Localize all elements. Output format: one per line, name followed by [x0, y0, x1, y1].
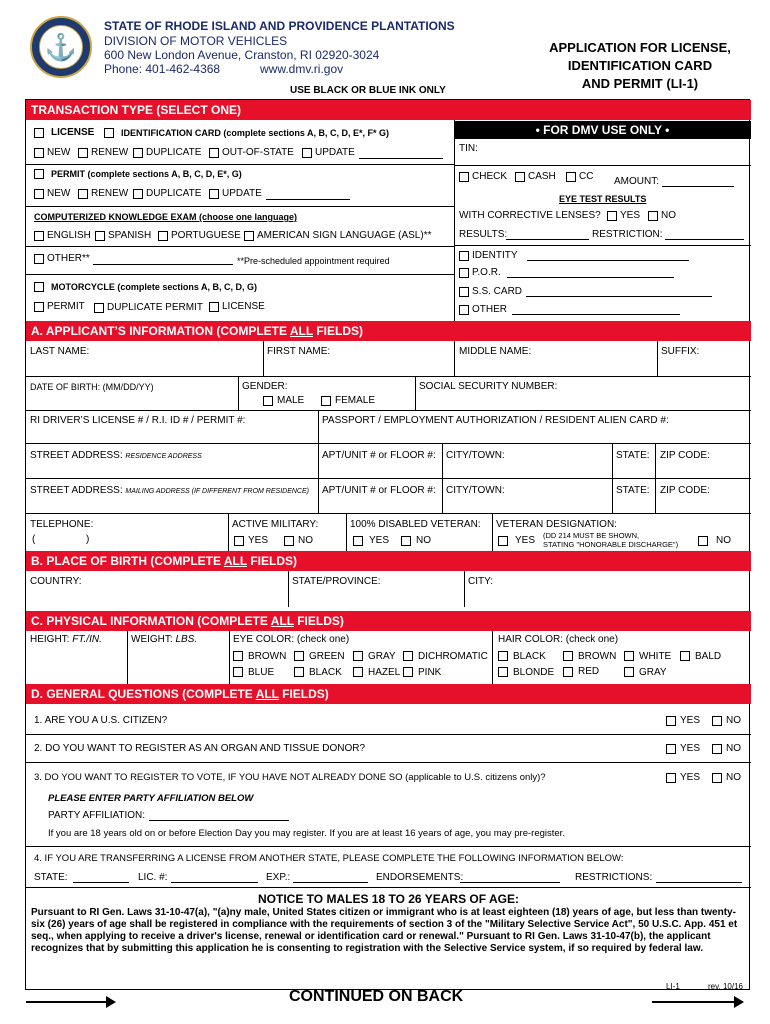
transfer-exp-label: EXP.:: [266, 872, 291, 883]
residence-city-label: CITY/TOWN:: [446, 450, 505, 461]
por-line[interactable]: [507, 277, 674, 278]
veteran-yes-checkbox[interactable]: [498, 536, 508, 546]
eye-brown-checkbox[interactable]: [233, 651, 243, 661]
q1-no-label: NO: [726, 715, 741, 726]
id-card-label: IDENTIFICATION CARD (complete sections A, B, C, D, E*, F* G): [121, 128, 390, 138]
transfer-lic-label: LIC. #:: [138, 872, 168, 883]
notice-body: Pursuant to RI Gen. Laws 31-10-47(a), "(a)ny male, United States citizen or immigrant who is at least eighteen (18) years of age, but less than twenty-six (26) years of age shall be registered in compliance with the requirements of section 3 of the "Military Selective Service Act", 50 U.S.C. App. 451 et seq., when applying to receive a driver's license, renewal or identification card or renewal." Pursuant to RI Gen. Laws 31-10-47(b), the applicant recognizes that by submitting this application he is consenting to registration with the Selective Service system, if so required by federal law.: [31, 907, 738, 954]
female-checkbox[interactable]: [321, 396, 331, 406]
mailing-state-label: STATE:: [616, 485, 650, 496]
height-label: HEIGHT: FT./IN.: [30, 634, 102, 645]
results-line[interactable]: [506, 239, 589, 240]
dmv-amount-label: AMOUNT:: [614, 176, 659, 187]
q3-register-vote: 3. DO YOU WANT TO REGISTER TO VOTE, IF YOU HAVE NOT ALREADY DONE SO (applicable to U.S. citizens only)?: [34, 772, 546, 783]
q3-yes-label: YES: [680, 772, 701, 783]
q3-yes-checkbox[interactable]: [666, 773, 676, 783]
motorcycle-permit-checkbox[interactable]: [34, 302, 44, 312]
birth-country-label: COUNTRY:: [30, 576, 82, 587]
veteran-yes-label: YES: [515, 535, 536, 546]
knowledge-exam-label: COMPUTERIZED KNOWLEDGE EXAM (choose one language): [34, 212, 298, 222]
veteran-designation-label: VETERAN DESIGNATION:: [496, 519, 617, 530]
corrective-yes-label: YES: [620, 210, 641, 221]
hair-black-label: BLACK: [513, 651, 546, 662]
results-label: RESULTS:: [459, 229, 508, 240]
transfer-exp-line[interactable]: [293, 882, 368, 883]
passport-label: PASSPORT / EMPLOYMENT AUTHORIZATION / RESIDENT ALIEN CARD #:: [322, 415, 669, 426]
corrective-lenses-label: WITH CORRECTIVE LENSES?: [459, 210, 601, 221]
permit-duplicate-checkbox[interactable]: [133, 189, 143, 199]
q1-yes-checkbox[interactable]: [666, 716, 676, 726]
license-label: LICENSE: [51, 127, 95, 138]
section-d-band: D. GENERAL QUESTIONS (COMPLETE ALL FIELDS): [26, 684, 751, 704]
first-name-label: FIRST NAME:: [267, 346, 331, 357]
lang-other-label: OTHER**: [47, 253, 90, 264]
mailing-apt-label: APT/UNIT # or FLOOR #:: [322, 485, 436, 496]
hair-gray-label: GRAY: [639, 667, 667, 678]
military-no-checkbox[interactable]: [284, 536, 294, 546]
identity-checkbox[interactable]: [459, 251, 469, 261]
disabled-veteran-label: 100% DISABLED VETERAN:: [350, 519, 481, 530]
anchor-icon: ⚓: [39, 25, 83, 69]
eye-green-checkbox[interactable]: [294, 651, 304, 661]
residence-zip-label: ZIP CODE:: [660, 450, 710, 461]
q3-no-label: NO: [726, 772, 741, 783]
section-a-band: A. APPLICANT’S INFORMATION (COMPLETE ALL FIELDS): [26, 321, 751, 341]
dmv-other-line[interactable]: [512, 314, 680, 315]
permit-renew-label: RENEW: [91, 188, 129, 199]
mailing-zip-label: ZIP CODE:: [660, 485, 710, 496]
q1-yes-label: YES: [680, 715, 701, 726]
ss-card-checkbox[interactable]: [459, 287, 469, 297]
dmv-address: 600 New London Avenue, Cranston, RI 02920-3024: [104, 48, 380, 62]
lang-other-checkbox[interactable]: [34, 254, 44, 264]
eye-blue-label: BLUE: [248, 667, 275, 678]
eye-gray-label: GRAY: [368, 651, 396, 662]
hair-color-label: HAIR COLOR: (check one): [498, 634, 619, 645]
motorcycle-license-label: LICENSE: [222, 301, 265, 312]
lang-other-line[interactable]: [93, 264, 233, 265]
male-label: MALE: [277, 395, 305, 406]
eye-green-label: GREEN: [309, 651, 345, 662]
residence-state-label: STATE:: [616, 450, 650, 461]
permit-update-checkbox[interactable]: [209, 189, 219, 199]
q4-transfer: 4. IF YOU ARE TRANSFERRING A LICENSE FROM ANOTHER STATE, PLEASE COMPLETE THE FOLLOWING INFORMATION BELOW:: [34, 853, 624, 864]
hair-white-checkbox[interactable]: [624, 651, 634, 661]
q1-no-checkbox[interactable]: [712, 716, 722, 726]
q1-citizen: 1. ARE YOU A U.S. CITIZEN?: [34, 715, 168, 726]
motorcycle-permit-label: PERMIT: [47, 301, 85, 312]
transfer-state-line[interactable]: [73, 882, 129, 883]
dmv-other-label: OTHER: [472, 304, 507, 315]
permit-checkbox[interactable]: [34, 169, 44, 179]
identity-label: IDENTITY: [472, 250, 518, 261]
military-no-label: NO: [298, 535, 313, 546]
ink-note: USE BLACK OR BLUE INK ONLY: [290, 85, 446, 96]
application-form: [25, 99, 750, 990]
hair-brown-label: BROWN: [578, 651, 617, 662]
dmv-cc-checkbox[interactable]: [566, 172, 576, 182]
restriction-label: RESTRICTION:: [592, 229, 663, 240]
dob-label: DATE OF BIRTH: (MM/DD/YY): [30, 382, 154, 392]
identity-line[interactable]: [527, 260, 689, 261]
disabled-no-checkbox[interactable]: [401, 536, 411, 546]
dmv-use-only-header: • FOR DMV USE ONLY •: [454, 121, 751, 139]
party-affiliation-label: PARTY AFFILIATION:: [48, 810, 146, 821]
party-affiliation-line[interactable]: [149, 820, 289, 821]
transfer-state-label: STATE:: [34, 872, 68, 883]
male-checkbox[interactable]: [263, 396, 273, 406]
female-label: FEMALE: [335, 395, 376, 406]
telephone-label: TELEPHONE:: [30, 519, 94, 530]
telephone-paren-open: (: [32, 534, 36, 545]
section-c-band: C. PHYSICAL INFORMATION (COMPLETE ALL FIELDS): [26, 611, 751, 631]
ss-card-label: S.S. CARD: [472, 286, 523, 297]
transaction-type-band: TRANSACTION TYPE (SELECT ONE): [26, 100, 751, 120]
birth-city-label: CITY:: [468, 576, 494, 587]
license-new-label: NEW: [47, 147, 71, 158]
por-label: P.O.R.: [472, 267, 501, 278]
right-arrow-icon: [652, 1001, 742, 1003]
disabled-yes-label: YES: [369, 535, 390, 546]
suffix-label: SUFFIX:: [661, 346, 700, 357]
active-military-label: ACTIVE MILITARY:: [232, 519, 319, 530]
license-duplicate-checkbox[interactable]: [133, 148, 143, 158]
register-note: If you are 18 years old on or before Election Day you may register. If you are at least 16 years of age, you may pre-register.: [48, 828, 565, 839]
veteran-no-checkbox[interactable]: [698, 536, 708, 546]
eye-black-checkbox[interactable]: [294, 667, 304, 677]
eye-hazel-label: HAZEL: [368, 667, 401, 678]
dmv-website[interactable]: www.dmv.ri.gov: [260, 62, 344, 76]
eye-gray-checkbox[interactable]: [353, 651, 363, 661]
permit-new-checkbox[interactable]: [34, 189, 44, 199]
prescheduled-note: **Pre-scheduled appointment required: [237, 256, 390, 266]
military-yes-label: YES: [248, 535, 269, 546]
hair-black-checkbox[interactable]: [498, 651, 508, 661]
hair-gray-checkbox[interactable]: [624, 667, 634, 677]
q2-yes-label: YES: [680, 743, 701, 754]
transfer-restrictions-label: RESTRICTIONS:: [575, 872, 653, 883]
license-update-label: UPDATE: [315, 147, 355, 158]
permit-update-label: UPDATE: [222, 188, 262, 199]
notice-title: NOTICE TO MALES 18 TO 26 YEARS OF AGE:: [258, 892, 519, 906]
military-yes-checkbox[interactable]: [234, 536, 244, 546]
hair-bald-label: BALD: [695, 651, 722, 662]
weight-label: WEIGHT: LBS.: [131, 634, 198, 645]
lang-asl-label: AMERICAN SIGN LANGUAGE (ASL)**: [257, 230, 432, 241]
party-heading: PLEASE ENTER PARTY AFFILIATION BELOW: [48, 793, 254, 804]
hair-white-label: WHITE: [639, 651, 672, 662]
residence-apt-label: APT/UNIT # or FLOOR #:: [322, 450, 436, 461]
residence-street-label: STREET ADDRESS: RESIDENCE ADDRESS: [30, 450, 202, 461]
hair-red-label: RED: [578, 666, 600, 677]
eye-dichromatic-checkbox[interactable]: [403, 651, 413, 661]
birth-state-label: STATE/PROVINCE:: [292, 576, 381, 587]
ri-license-label: RI DRIVER’S LICENSE # / R.I. ID # / PERMIT #:: [30, 415, 246, 426]
lang-asl-checkbox[interactable]: [244, 231, 254, 241]
eye-brown-label: BROWN: [248, 651, 287, 662]
eye-hazel-checkbox[interactable]: [353, 667, 363, 677]
veteran-no-label: NO: [716, 535, 731, 546]
disabled-no-label: NO: [416, 535, 431, 546]
hair-brown-checkbox[interactable]: [563, 651, 573, 661]
dmv-check-checkbox[interactable]: [459, 172, 469, 182]
corrective-no-label: NO: [661, 210, 676, 221]
dmv-amount-line[interactable]: [662, 186, 734, 187]
eye-pink-label: PINK: [418, 667, 442, 678]
dd214-note: (DD 214 MUST BE SHOWN, STATING "HONORABLE DISCHARGE"): [543, 531, 679, 549]
mailing-city-label: CITY/TOWN:: [446, 485, 505, 496]
last-name-label: LAST NAME:: [30, 346, 90, 357]
mailing-street-label: STREET ADDRESS: MAILING ADDRESS (IF DIFFERENT FROM RESIDENCE): [30, 485, 309, 496]
hair-red-checkbox[interactable]: [563, 667, 573, 677]
license-renew-label: RENEW: [91, 147, 129, 158]
q2-organ-donor: 2. DO YOU WANT TO REGISTER AS AN ORGAN AND TISSUE DONOR?: [34, 743, 366, 754]
q2-no-label: NO: [726, 743, 741, 754]
section-b-band: B. PLACE OF BIRTH (COMPLETE ALL FIELDS): [26, 551, 751, 571]
motorcycle-duplicate-label: DUPLICATE PERMIT: [107, 302, 203, 313]
state-name: STATE OF RHODE ISLAND AND PROVIDENCE PLANTATIONS: [104, 19, 455, 33]
ssn-label: SOCIAL SECURITY NUMBER:: [419, 381, 558, 392]
dmv-phone: Phone: 401-462-4368: [104, 62, 221, 76]
dmv-cash-checkbox[interactable]: [515, 172, 525, 182]
q2-yes-checkbox[interactable]: [666, 744, 676, 754]
lang-spanish-label: SPANISH: [108, 230, 152, 241]
lang-english-label: ENGLISH: [47, 230, 91, 241]
dmv-other-checkbox[interactable]: [459, 305, 469, 315]
license-new-checkbox[interactable]: [34, 148, 44, 158]
license-duplicate-label: DUPLICATE: [146, 147, 202, 158]
form-id: LI-1: [666, 982, 680, 991]
lang-portuguese-checkbox[interactable]: [158, 231, 168, 241]
permit-update-line[interactable]: [266, 199, 350, 200]
motorcycle-duplicate-checkbox[interactable]: [94, 303, 104, 313]
form-title: APPLICATION FOR LICENSE, IDENTIFICATION CARD AND PERMIT (LI-1): [549, 40, 731, 91]
ss-card-line[interactable]: [526, 296, 712, 297]
left-arrow-icon: [26, 1001, 114, 1003]
id-card-checkbox[interactable]: [104, 128, 114, 138]
permit-label: PERMIT (complete sections A, B, C, D, E*, G): [51, 169, 242, 179]
transfer-endorsements-line[interactable]: [460, 882, 560, 883]
restriction-line[interactable]: [665, 239, 744, 240]
motorcycle-checkbox[interactable]: [34, 282, 44, 292]
transfer-restrictions-line[interactable]: [656, 882, 742, 883]
corrective-no-checkbox[interactable]: [648, 211, 658, 221]
lang-portuguese-label: PORTUGUESE: [171, 230, 241, 241]
lang-english-checkbox[interactable]: [34, 231, 44, 241]
license-out-of-state-checkbox[interactable]: [209, 148, 219, 158]
eye-blue-checkbox[interactable]: [233, 667, 243, 677]
license-renew-checkbox[interactable]: [78, 148, 88, 158]
eye-black-label: BLACK: [309, 667, 342, 678]
continued-on-back: CONTINUED ON BACK: [289, 988, 464, 1005]
eye-dichromatic-label: DICHROMATIC: [418, 651, 488, 662]
q2-no-checkbox[interactable]: [712, 744, 722, 754]
transfer-endorsements-label: ENDORSEMENTS:: [376, 872, 464, 883]
q3-no-checkbox[interactable]: [712, 773, 722, 783]
dmv-tin-label: TIN:: [459, 143, 478, 154]
license-out-of-state-label: OUT-OF-STATE: [222, 147, 294, 158]
eye-color-label: EYE COLOR: (check one): [233, 634, 350, 645]
corrective-yes-checkbox[interactable]: [607, 211, 617, 221]
form-revision: rev. 10/16: [708, 982, 743, 991]
license-update-checkbox[interactable]: [302, 148, 312, 158]
motorcycle-label: MOTORCYCLE (complete sections A, B, C, D, G): [51, 282, 258, 292]
dmv-cc-label: CC: [579, 171, 594, 182]
hair-blonde-label: BLONDE: [513, 667, 555, 678]
dmv-check-label: CHECK: [472, 171, 508, 182]
motorcycle-license-checkbox[interactable]: [209, 302, 219, 312]
telephone-paren-close: ): [86, 534, 90, 545]
license-update-line[interactable]: [359, 158, 443, 159]
division-name: DIVISION OF MOTOR VEHICLES: [104, 34, 288, 48]
license-checkbox[interactable]: [34, 128, 44, 138]
disabled-yes-checkbox[interactable]: [353, 536, 363, 546]
dmv-cash-label: CASH: [528, 171, 556, 182]
eye-pink-checkbox[interactable]: [403, 667, 413, 677]
eye-test-heading: EYE TEST RESULTS: [559, 194, 647, 204]
state-seal: [30, 16, 92, 78]
por-checkbox[interactable]: [459, 268, 469, 278]
transfer-lic-line[interactable]: [171, 882, 258, 883]
middle-name-label: MIDDLE NAME:: [459, 346, 532, 357]
permit-renew-checkbox[interactable]: [78, 189, 88, 199]
permit-duplicate-label: DUPLICATE: [146, 188, 202, 199]
permit-new-label: NEW: [47, 188, 71, 199]
hair-blonde-checkbox[interactable]: [498, 667, 508, 677]
lang-spanish-checkbox[interactable]: [95, 231, 105, 241]
hair-bald-checkbox[interactable]: [680, 651, 690, 661]
gender-label: GENDER:: [242, 381, 288, 392]
